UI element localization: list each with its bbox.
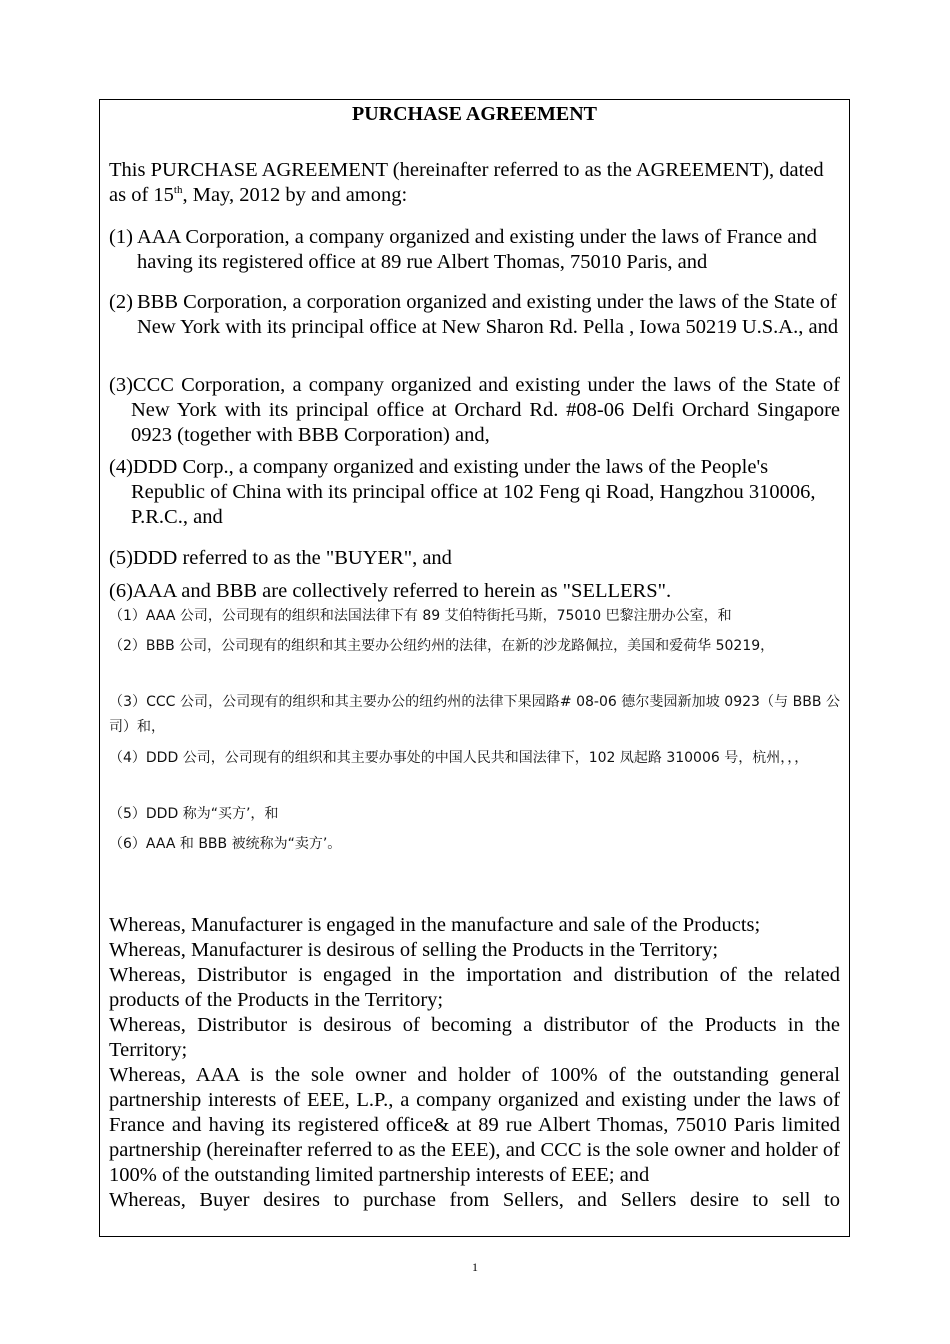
party-6-en: (6)AAA and BBB are collectively referred to herein as "SELLERS". xyxy=(109,580,672,602)
whereas-clause: Whereas, AAA is the sole owner and holder of 100% of the outstanding general partnership interests of EEE, L.P., a company organized and existing under the laws of France and having its registered office& at 89 rue Albert Thomas, 75010 Paris limited partnership (hereinafter referred to as the EEE), and CCC is the sole owner and holder of 100% of the outstanding limited partnership interests of EEE; and xyxy=(109,1064,840,1186)
party-1-en: (1) AAA Corporation, a company organized and existing under the laws of France and having its registered office at 89 rue Albert Thomas, 75010 Paris, and xyxy=(109,226,817,273)
party-1-zh: （1）AAA 公司，公司现有的组织和法国法律下有 89 艾伯特街托马斯，75010 巴黎注册办公室，和 xyxy=(109,608,732,624)
intro-date-suffix: th xyxy=(173,184,183,197)
party-2-en: (2) BBB Corporation, a corporation organized and existing under the laws of the State of New York with its principal office at New Sharon Rd. Pella , Iowa 50219 U.S.A., and xyxy=(109,291,839,338)
whereas-clause: Whereas, Buyer desires to purchase from Sellers, and Sellers desire to sell to xyxy=(109,1189,840,1211)
party-3-zh: （3）CCC 公司，公司现有的组织和其主要办公的纽约州的法律下果园路# 08-06 德尔斐园新加坡 0923（与 BBB 公司）和， xyxy=(109,694,840,735)
party-3-en: (3)CCC Corporation, a company organized and existing under the laws of the State of New York with its principal office at Orchard Rd. #08-06 Delfi Orchard Singapore 0923 (together with BBB Corporation) and, xyxy=(109,374,840,446)
intro-text-post: , May, 2012 by and among: xyxy=(182,184,408,206)
whereas-clause: Whereas, Distributor is engaged in the importation and distribution of the related products of the Products in the Territory; xyxy=(109,964,840,1011)
party-5-zh: （5）DDD 称为“买方’，和 xyxy=(109,806,279,822)
document-title: PURCHASE AGREEMENT xyxy=(351,103,598,125)
intro-paragraph xyxy=(109,158,840,208)
party-4-en: (4)DDD Corp., a company organized and existing under the laws of the People's Republic of China with its principal office at 102 Feng qi Road, Hangzhou 310006, P.R.C., and xyxy=(109,456,816,528)
party-6-zh: （6）AAA 和 BBB 被统称为“卖方’。 xyxy=(109,836,342,852)
party-4-zh: （4）DDD 公司，公司现有的组织和其主要办事处的中国人民共和国法律下，102 凤起路 310006 号，杭州，，， xyxy=(109,750,809,766)
party-2-zh: （2）BBB 公司，公司现有的组织和其主要办公纽约州的法律，在新的沙龙路佩拉，美国和爱荷华 50219， xyxy=(109,638,775,654)
party-5-en: (5)DDD referred to as the "BUYER", and xyxy=(109,547,452,569)
whereas-clause: Whereas, Manufacturer is desirous of selling the Products in the Territory; xyxy=(109,939,719,961)
page-number: 1 xyxy=(472,1260,478,1274)
whereas-clause: Whereas, Distributor is desirous of becoming a distributor of the Products in the Territory; xyxy=(109,1014,840,1061)
whereas-clauses xyxy=(109,913,840,1213)
whereas-clause: Whereas, Manufacturer is engaged in the manufacture and sale of the Products; xyxy=(109,914,761,936)
document-frame xyxy=(99,99,850,1237)
intro-text-pre: This PURCHASE AGREEMENT (hereinafter referred to as the AGREEMENT), dated as of 15 xyxy=(109,159,824,206)
